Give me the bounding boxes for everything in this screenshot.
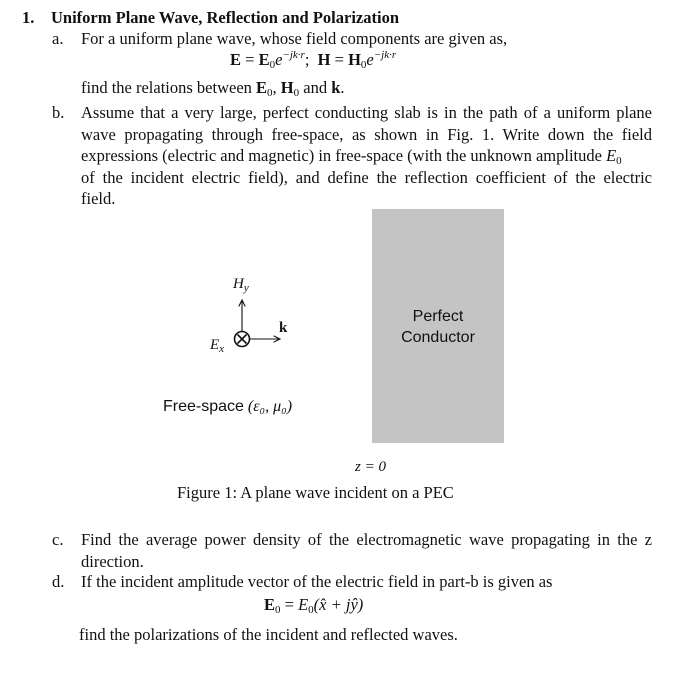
part-d-intro: If the incident amplitude vector of the electric field in part-b is given as [81,572,553,591]
freespace-label: Free-space (ε₀, μ₀) [163,398,293,415]
problem-number: 1. [22,8,35,27]
part-b-text: Assume that a very large, perfect conducting slab is in the path of a uniform plane wave propagating through free-space, as shown in Fig. 1. Write down the field expressions (electric and magnetic) in free-space (with the unknown amplitude $E_0$ of the incident electric field), and define the reflection coefficient of the electric field. [81,103,652,208]
part-a-label: a. [52,29,64,48]
part-a-relations: find the relations between $E_0$, $H_0$ and k. [81,78,345,99]
part-b-label: b. [52,103,65,122]
conductor-label: Perfect Conductor [401,308,475,346]
part-c-label: c. [52,530,64,549]
part-d-equation: $E_0$ = $E_0(x̂$ + jŷ) [264,595,364,616]
ex-label: $E_x$ [210,337,225,355]
part-a-equation: $E = E_0e^{-jk\cdot r}$; $H = H_0e^{-jk\cdot r}$ [230,49,397,71]
part-a-intro: For a uniform plane wave, whose field components are given as, [81,29,508,48]
z-zero-label: z = 0 [355,459,386,475]
part-d-label: d. [52,572,65,591]
part-c-text: Find the average power density of the electromagnetic wave propagating in the z direction. [81,530,652,571]
part-d-question: find the polarizations of the incident and reflected waves. [79,625,458,644]
k-label: k [279,320,288,336]
figure-caption: Figure 1: A plane wave incident on a PEC [177,483,454,502]
ex-into-page-icon [235,332,250,347]
hy-label: $H_y$ [233,276,249,294]
problem-title: Uniform Plane Wave, Reflection and Polarization [51,8,399,27]
